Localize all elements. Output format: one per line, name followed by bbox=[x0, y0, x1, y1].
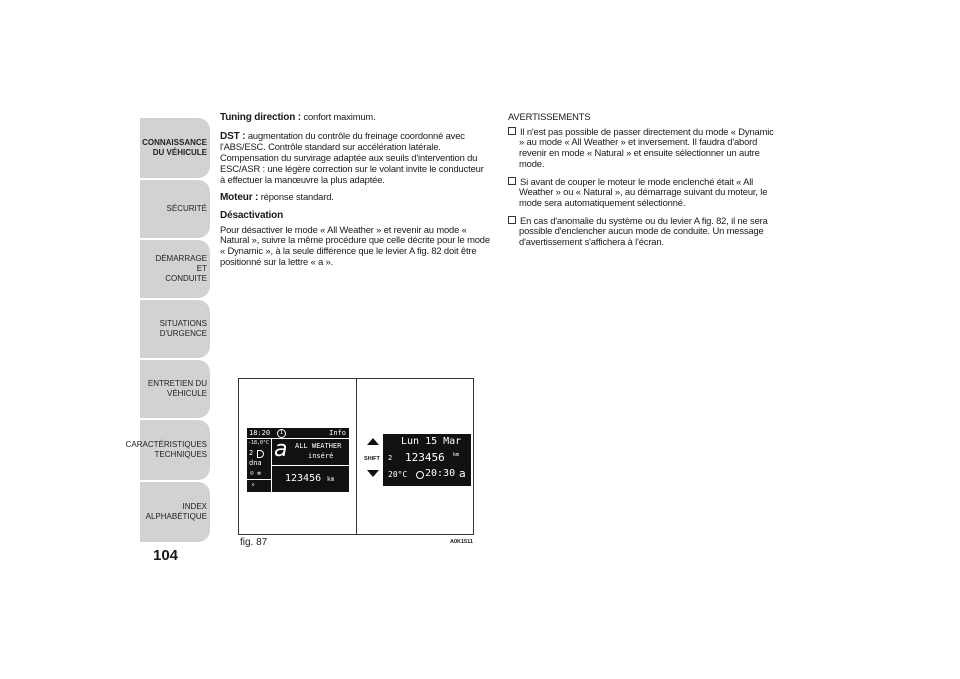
dst-term: DST : bbox=[220, 130, 246, 142]
checkbox-icon bbox=[508, 216, 516, 224]
figure-divider bbox=[356, 379, 357, 534]
warnings-heading: AVERTISSEMENTS bbox=[508, 111, 591, 122]
moteur-paragraph: Moteur : réponse standard. bbox=[220, 191, 334, 204]
checkbox-icon bbox=[508, 177, 516, 185]
warning-item: En cas d'anomalie du système ou du levier A fig. 82, il ne sera possible d'enclencher aucun mode de conduite. Un message d'avertissement s'affichera à l'écran. bbox=[508, 216, 780, 248]
checkbox-icon bbox=[508, 127, 516, 135]
tab-situations-urgence[interactable]: SITUATIONS D'URGENCE bbox=[140, 300, 210, 358]
mode-panel: a ALL WEATHER inséré bbox=[272, 439, 349, 465]
tab-securite[interactable]: SÉCURITÉ bbox=[140, 180, 210, 238]
display-top-bar: 18:20 1 Info bbox=[247, 428, 349, 438]
shift-up-arrow-icon bbox=[367, 438, 379, 445]
odometer-panel: 123456 km bbox=[272, 466, 349, 492]
tab-demarrage-conduite[interactable]: DÉMARRAGE ET CONDUITE bbox=[140, 240, 210, 298]
display-left-strip: -18,0°C 2 dna ☺ ✻ bbox=[248, 440, 270, 477]
tab-connaissance-vehicule[interactable]: CONNAISSANCE DU VÉHICULE bbox=[140, 118, 210, 178]
page-number: 104 bbox=[153, 547, 179, 564]
mode-letter: a bbox=[274, 437, 288, 462]
shift-down-arrow-icon bbox=[367, 470, 379, 477]
figure-code: A0K1511 bbox=[450, 539, 473, 545]
seat-heat-icon: ☺ ✻ bbox=[250, 470, 261, 477]
moteur-term: Moteur : bbox=[220, 192, 259, 204]
deactivation-paragraph: Pour désactiver le mode « All Weather » et revenir au mode « Natural », suivre la même procédure que celle décrite pour le mode « Dynamic », à la seule différence que le levier A fig. 82 doit être positionné sur la lettre « a ». bbox=[220, 223, 490, 267]
right-lcd: Lun 15 Mar 2 123456 km 20°C 20:30 a bbox=[383, 434, 471, 486]
info-number-icon: 1 bbox=[277, 429, 286, 438]
tuning-term: Tuning direction : bbox=[220, 112, 301, 123]
tab-index-alphabetique[interactable]: INDEX ALPHABÉTIQUE bbox=[140, 482, 210, 542]
tab-caracteristiques-techniques[interactable]: CARACTÉRISTIQUES TECHNIQUES bbox=[140, 420, 210, 480]
gear-indicator-icon bbox=[257, 450, 264, 458]
tuning-paragraph: Tuning direction : confort maximum. bbox=[220, 111, 376, 123]
tab-entretien-vehicule[interactable]: ENTRETIEN DU VÉHICULE bbox=[140, 360, 210, 418]
display-bottom-strip bbox=[247, 480, 271, 492]
right-display: SHIFT Lun 15 Mar 2 123456 km 20°C 20:30 a bbox=[363, 434, 471, 486]
right-column bbox=[508, 112, 780, 255]
fuel-icon: ⚡ bbox=[251, 481, 256, 489]
dst-paragraph: DST : augmentation du contrôle du freinage coordonné avec l'ABS/ESC. Contrôle standard sur accélération latérale. Compensation du survirage adaptée aux seuils d'intervention du ESC/ASR : une légère correction sur le volant invite le conducteur à effectuer la manœuvre la plus adaptée. bbox=[220, 129, 484, 185]
clock-icon bbox=[416, 471, 424, 479]
figure-caption: fig. 87 bbox=[240, 537, 268, 548]
figure-87 bbox=[238, 378, 474, 535]
warning-item: Il n'est pas possible de passer directement du mode « Dynamic » au mode « All Weather » et inversement. Il faudra d'abord revenir en mode « Natural » et ensuite sélectionner un autre mode. bbox=[508, 127, 780, 170]
left-column bbox=[220, 112, 490, 274]
section-heading: Désactivation bbox=[220, 209, 284, 221]
warning-item: Si avant de couper le moteur le mode enclenché était « All Weather » ou « Natural », au démarrage suivant du moteur, le mode sera automatiquement sélectionné. bbox=[508, 177, 780, 209]
left-display bbox=[247, 428, 349, 492]
